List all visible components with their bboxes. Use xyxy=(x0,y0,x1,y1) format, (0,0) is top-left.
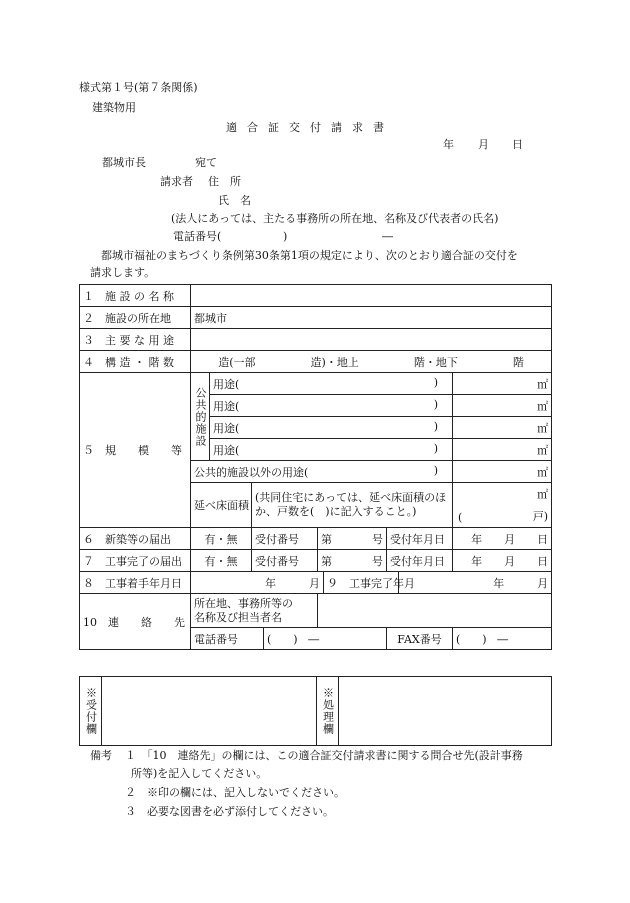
row-completion-notice xyxy=(80,550,552,572)
date-month: 月 xyxy=(478,138,489,151)
request-form-table xyxy=(79,284,552,650)
gou-label: 号 xyxy=(372,554,383,568)
requester-label: 請求者 xyxy=(160,175,193,188)
date-day: 日 xyxy=(512,138,523,151)
sqm-unit: ㎡ xyxy=(537,465,549,479)
fax-label: FAX番号 xyxy=(387,628,453,650)
sqm-unit: ㎡ xyxy=(537,488,549,501)
dai-label: 第 xyxy=(321,532,332,546)
contact-desc-line1: 所在地、事務所等の xyxy=(194,596,293,610)
phone-area-paren: ( ) xyxy=(267,632,298,646)
row-structure-floors xyxy=(80,351,552,373)
row-contact xyxy=(80,594,552,628)
receipt-box-label: ※受付欄 xyxy=(80,677,102,746)
completion-notice-label: ７ 工事完了の届出 xyxy=(80,550,191,572)
public-facility-label: 公共的施設 xyxy=(191,373,210,461)
sqm-unit: ㎡ xyxy=(537,421,549,435)
row-facility-name xyxy=(80,285,552,307)
phone-label: 電話番号 xyxy=(191,628,264,650)
process-box-label: ※処理欄 xyxy=(317,677,339,746)
new-construction-label: ６ 新築等の届出 xyxy=(80,528,191,550)
sqm-unit: ㎡ xyxy=(537,399,549,413)
units-open: ( xyxy=(458,511,463,524)
usage-field-1[interactable] xyxy=(210,373,453,395)
construction-end-field[interactable]: 年 月 xyxy=(399,572,552,594)
dai-label: 第 xyxy=(321,554,332,568)
new-construction-yes-no[interactable]: 有・無 xyxy=(191,528,252,550)
floor-area-field[interactable] xyxy=(453,483,552,528)
phone-field[interactable] xyxy=(264,628,387,650)
main-usage-label: ３ 主 要 な 用 途 xyxy=(80,329,191,351)
body-text-line1: 都城市福祉のまちづくり条例第30条第1項の規定により、次のとおり適合証の交付を xyxy=(101,249,518,262)
usage-area-4[interactable] xyxy=(453,439,552,461)
usage-label: 用途( xyxy=(213,443,240,457)
usage-area-2[interactable] xyxy=(453,395,552,417)
non-public-usage-field[interactable] xyxy=(191,461,453,483)
note-2: ２ ※印の欄には、記入しないでください。 xyxy=(125,786,345,799)
sqm-unit: ㎡ xyxy=(537,377,549,391)
completion-yes-no[interactable]: 有・無 xyxy=(191,550,252,572)
usage-area-1[interactable] xyxy=(453,373,552,395)
construction-end-label: ９ 工事完了年月 xyxy=(324,572,399,594)
phone-dash: ― xyxy=(308,632,320,646)
construction-start-label: ８ 工事着手年月日 xyxy=(80,572,191,594)
receipt-date-field[interactable]: 年 月 日 xyxy=(453,550,552,572)
receipt-no-label: 受付番号 xyxy=(252,528,318,550)
contact-desc-line2: 名称及び担当者名 xyxy=(194,610,282,624)
page-title: 適合証交付請求書 xyxy=(226,121,394,134)
fax-area-paren: ( ) xyxy=(456,632,487,646)
units-label: 戸) xyxy=(532,510,549,523)
usage-close: ) xyxy=(433,375,438,389)
phone-dash: ― xyxy=(382,230,393,243)
usage-label: 用途( xyxy=(213,399,240,413)
phone-close: ) xyxy=(283,230,288,243)
usage-close: ) xyxy=(433,397,438,411)
usage-field-4[interactable] xyxy=(210,439,453,461)
body-text-line2: 請求します。 xyxy=(90,266,156,279)
form-category: 建築物用 xyxy=(92,101,136,114)
fax-field[interactable] xyxy=(453,628,552,650)
receipt-no-field[interactable] xyxy=(318,550,387,572)
facility-location-label: ２ 施設の所在地 xyxy=(80,307,191,329)
floor-area-note: (共同住宅にあっては、延べ床面積のほか、戸数を( )に記入すること。) xyxy=(252,483,453,528)
row-main-usage xyxy=(80,329,552,351)
sqm-unit: ㎡ xyxy=(537,443,549,457)
corporation-note: (法人にあっては、主たる事務所の所在地、名称及び代表者の氏名) xyxy=(171,212,499,225)
gou-label: 号 xyxy=(372,532,383,546)
receipt-no-field[interactable] xyxy=(318,528,387,550)
usage-close: ) xyxy=(433,419,438,433)
note-3: ３ 必要な図書を必ず添付してください。 xyxy=(125,805,334,818)
receipt-no-label: 受付番号 xyxy=(252,550,318,572)
address-label: 住 所 xyxy=(208,175,241,188)
office-use-table xyxy=(79,676,552,746)
usage-close: ) xyxy=(433,441,438,455)
note-1b: 所等)を記入してください。 xyxy=(131,767,268,780)
non-public-usage-label: 公共的施設以外の用途( xyxy=(194,465,309,479)
contact-label: 10 連 絡 先 xyxy=(80,594,191,650)
receipt-date-label: 受付年月日 xyxy=(387,550,453,572)
receipt-date-field[interactable]: 年 月 日 xyxy=(453,528,552,550)
usage-field-2[interactable] xyxy=(210,395,453,417)
row-facility-location xyxy=(80,307,552,329)
row-scale-usage-1 xyxy=(80,373,552,395)
date-year: 年 xyxy=(443,138,454,151)
usage-field-3[interactable] xyxy=(210,417,453,439)
facility-name-label: １ 施 設 の 名 称 xyxy=(80,285,191,307)
usage-label: 用途( xyxy=(213,421,240,435)
non-public-area[interactable] xyxy=(453,461,552,483)
usage-close: ) xyxy=(433,463,438,477)
floor-area-label: 延べ床面積 xyxy=(191,483,252,528)
structure-floors-label: ４ 構 造 ・ 階 数 xyxy=(80,351,191,373)
facility-location-field[interactable]: 都城市 xyxy=(191,307,552,329)
addressee: 都城市長 xyxy=(102,156,146,169)
usage-area-3[interactable] xyxy=(453,417,552,439)
contact-field[interactable] xyxy=(318,594,552,628)
process-box xyxy=(339,677,552,746)
receipt-date-label: 受付年月日 xyxy=(387,528,453,550)
receipt-box xyxy=(102,677,317,746)
name-label: 氏 名 xyxy=(218,194,251,207)
construction-start-field[interactable]: 年 月 xyxy=(191,572,324,594)
contact-description xyxy=(191,594,318,628)
usage-label: 用途( xyxy=(213,377,240,391)
row-new-construction-notice xyxy=(80,528,552,550)
facility-name-field[interactable] xyxy=(191,285,552,307)
scale-label: ５ 規 模 等 xyxy=(80,373,191,528)
phone-label: 電話番号( xyxy=(173,230,222,243)
row-construction-dates xyxy=(80,572,552,594)
form-number: 様式第１号(第７条関係) xyxy=(79,81,198,94)
addressee-suffix: 宛て xyxy=(195,156,217,169)
main-usage-field[interactable] xyxy=(191,329,552,351)
structure-floors-field[interactable]: 造(一部 造)・地上 階・地下 階 xyxy=(191,351,552,373)
fax-dash: ― xyxy=(497,632,509,646)
note-1a: １ 「10 連絡先」の欄には、この適合証交付請求書に関する問合せ先(設計事務 xyxy=(125,749,523,762)
notes-heading: 備考 xyxy=(90,749,112,762)
